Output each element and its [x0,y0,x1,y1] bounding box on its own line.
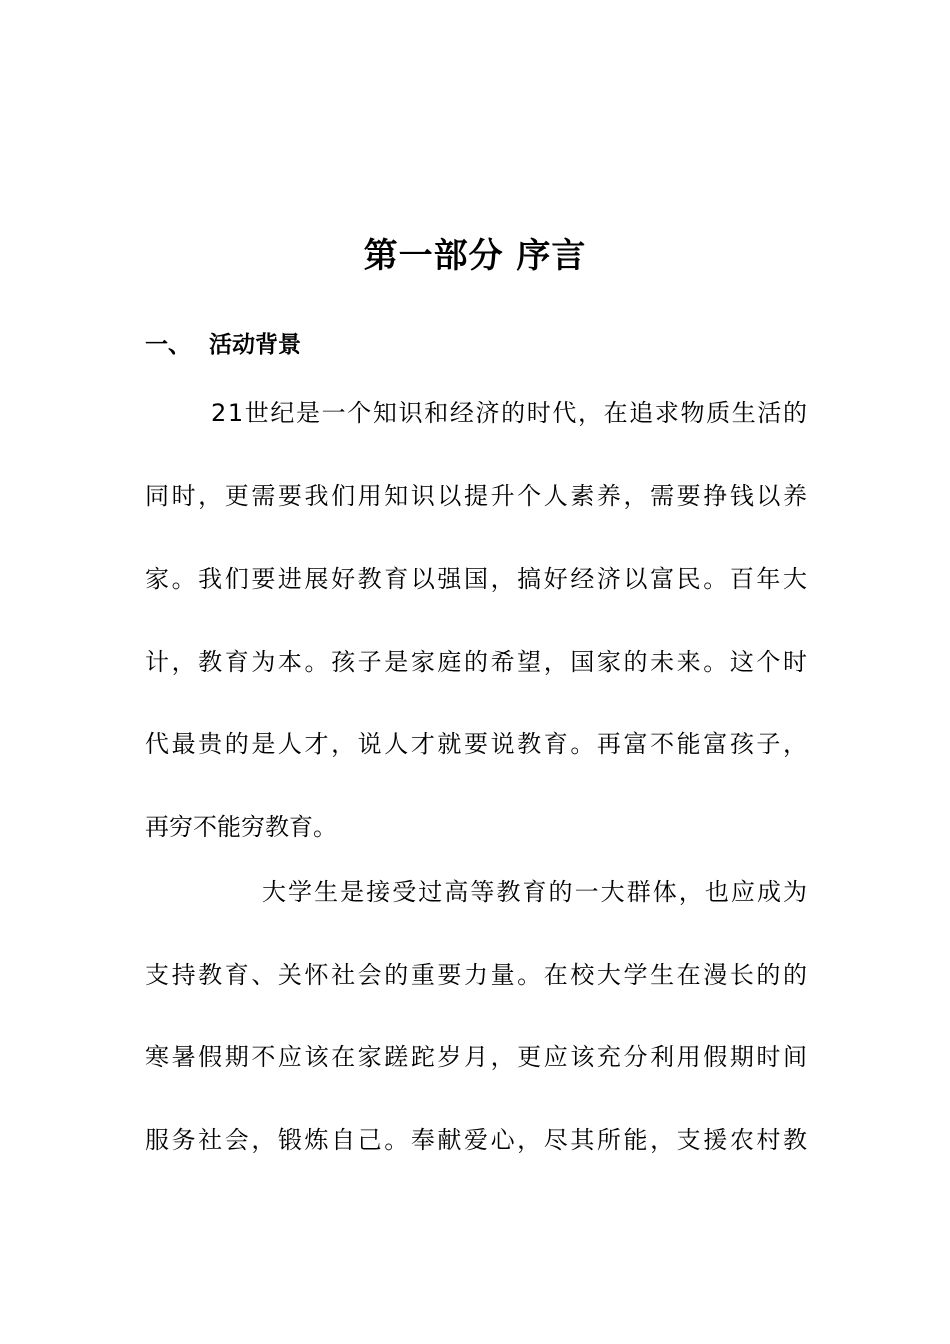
paragraph-1-line-6: 再穷不能穷教育。 [145,813,337,841]
paragraph-1-line-3: 家。我们要进展好教育以强国，搞好经济以富民。百年大 [145,565,810,593]
paragraph-1-line-2: 同时，更需要我们用知识以提升个人素养，需要挣钱以养 [145,482,810,510]
paragraph-2-line-3: 寒暑假期不应该在家蹉跎岁月，更应该充分利用假期时间 [145,1043,810,1071]
section-number: 一、 [145,332,191,358]
paragraph-2-line-2: 支持教育、关怀社会的重要力量。在校大学生在漫长的的 [145,961,810,989]
section-heading [145,326,301,359]
paragraph-1-line-5: 代最贵的是人才，说人才就要说教育。再富不能富孩子， [145,730,810,758]
page-title: 第一部分 序言 [363,236,587,276]
paragraph-1-line-4: 计，教育为本。孩子是家庭的希望，国家的未来。这个时 [145,648,810,676]
paragraph-2-line-4: 服务社会，锻炼自己。奉献爱心，尽其所能，支援农村教 [145,1126,810,1154]
paragraph-1-line-1: 21世纪是一个知识和经济的时代，在追求物质生活的 [211,399,809,427]
paragraph-2-line-1: 大学生是接受过高等教育的一大群体，也应成为 [262,878,810,906]
section-title: 活动背景 [209,332,301,358]
